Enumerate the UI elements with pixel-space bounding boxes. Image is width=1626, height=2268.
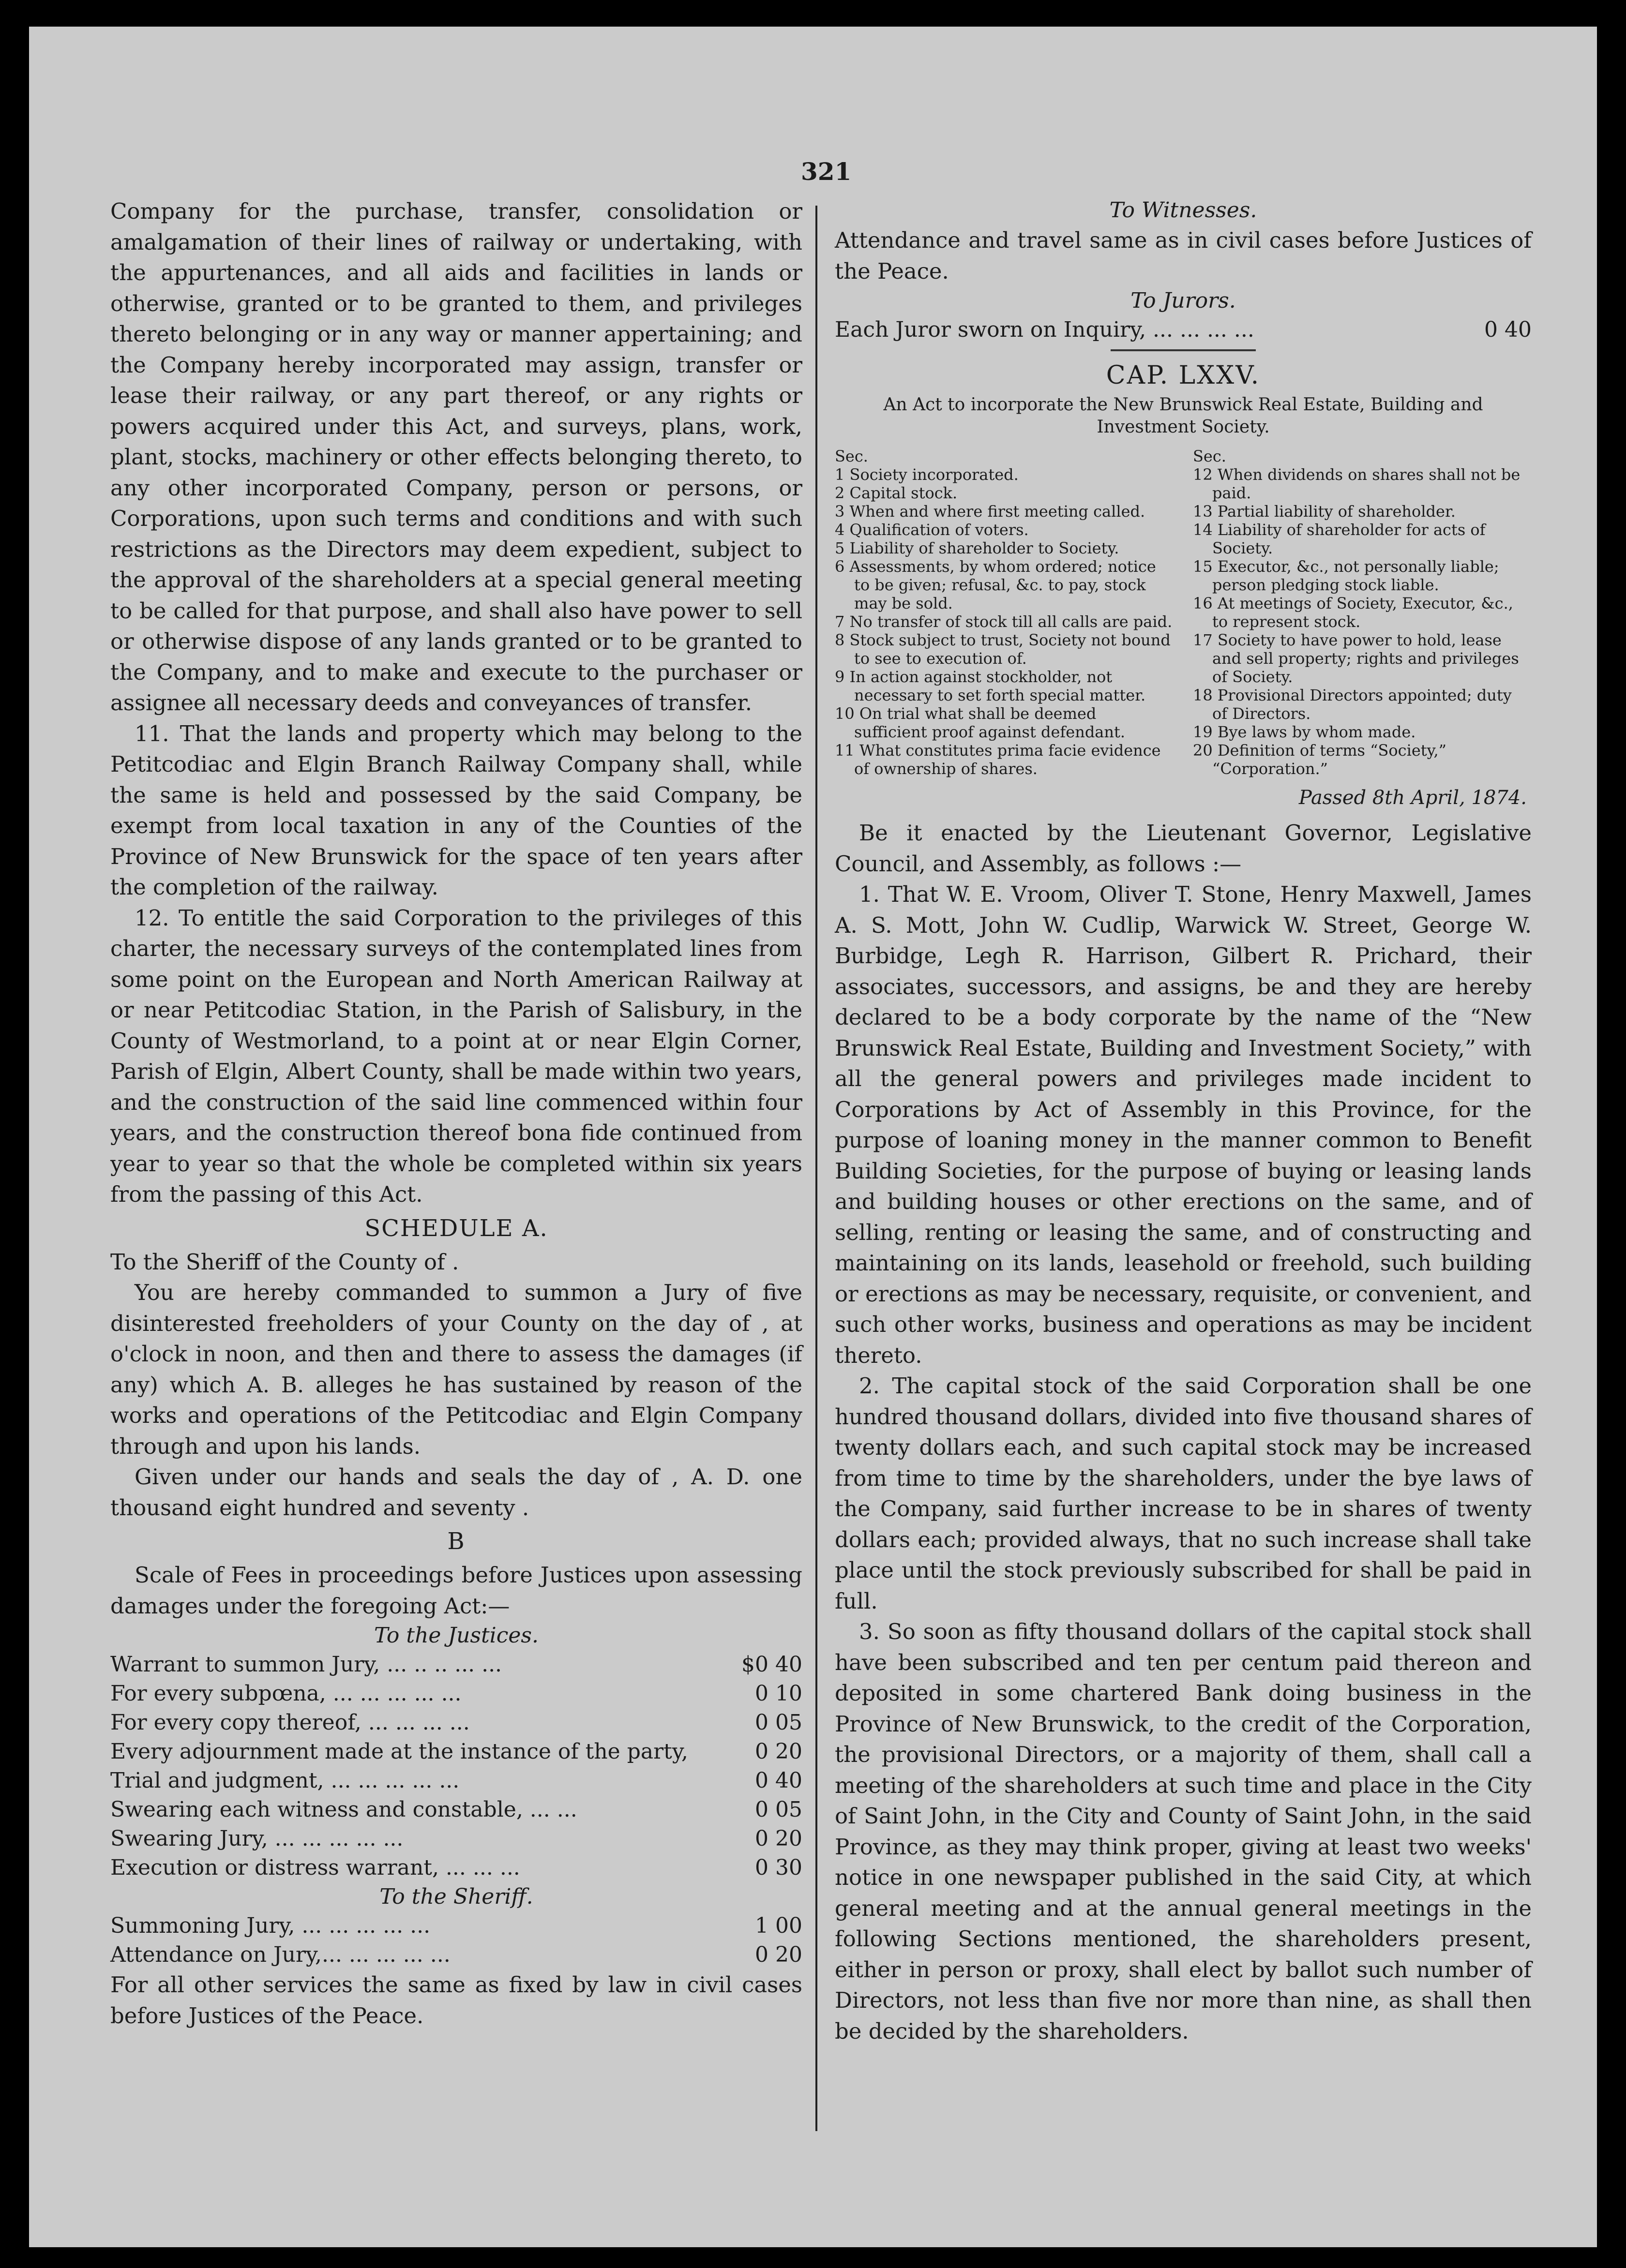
section-11: 11. That the lands and property which may belong to the Petitcodiac and Elgin Branch Railway Company shall, while the same is held and possessed by the said Company, be exempt from local taxation in any of the Counties of the Province of New Brunswick for the space of ten years after the completion of the railway. — [110, 720, 802, 900]
fee-amount: $0 40 — [741, 1652, 802, 1677]
index-entry: Sec. — [835, 447, 868, 465]
fee-amount: 0 40 — [755, 1768, 802, 1793]
witness-attendance: Attendance and travel same as in civil cases before Justices of the Peace. — [835, 227, 1532, 284]
fee-desc: Attendance on Jury,... ... ... ... ... — [110, 1942, 451, 1967]
justice-fees-table — [110, 1650, 802, 1882]
page-number: 321 — [801, 157, 852, 186]
given-under-seal: Given under our hands and seals the day of , A. D. one thousand eight hundred and seventy . — [110, 1464, 802, 1521]
fee-row — [110, 1650, 802, 1679]
index-entry: 20 Definition of terms “Society,” “Corporation.” — [1193, 741, 1446, 778]
section-index — [835, 447, 1532, 778]
fee-amount: 0 20 — [755, 1826, 802, 1851]
fee-amount: 0 10 — [755, 1681, 802, 1706]
fee-row — [110, 1708, 802, 1737]
index-entry: 7 No transfer of stock till all calls are paid. — [835, 612, 1173, 631]
act-title: An Act to incorporate the New Brunswick Real Estate, Building and Investment Society. — [883, 395, 1483, 437]
fee-amount: 0 40 — [1484, 317, 1532, 342]
fee-amount: 0 30 — [755, 1855, 802, 1880]
index-entry: 8 Stock subject to trust, Society not bound to see to execution of. — [835, 631, 1171, 668]
index-entry: 6 Assessments, by whom ordered; notice to be given; refusal, &c. to pay, stock may be sold. — [835, 557, 1156, 612]
section-index-right — [1193, 447, 1532, 778]
fee-amount: 0 20 — [755, 1739, 802, 1764]
index-entry: 12 When dividends on shares shall not be paid. — [1193, 465, 1521, 502]
document-page — [29, 27, 1597, 2247]
fee-amount: 0 05 — [755, 1797, 802, 1822]
to-jurors-heading: To Jurors. — [1130, 288, 1236, 313]
index-entry: 13 Partial liability of shareholder. — [1193, 502, 1456, 521]
summons-paragraph: You are hereby commanded to summon a Jury of five disinterested freeholders of your County on the day of , at o'clock in noon, and then and there to assess the damages (if any) which A. B. alleges he has sustained by reason of the works and operations of the Petitcodiac and Elgin Company through and upon his lands. — [110, 1280, 802, 1459]
passed-date: Passed 8th April, 1874. — [1298, 787, 1527, 809]
left-column — [110, 196, 802, 2031]
fee-desc: Swearing Jury, ... ... ... ... ... — [110, 1826, 404, 1851]
fee-desc: Each Juror sworn on Inquiry, ... ... ... ... — [835, 317, 1254, 342]
fee-row — [110, 1853, 802, 1882]
index-entry: 1 Society incorporated. — [835, 465, 1019, 484]
index-entry: Sec. — [1193, 447, 1226, 465]
fee-row — [110, 1766, 802, 1795]
fee-row — [110, 1795, 802, 1824]
fee-desc: Swearing each witness and constable, ... ... — [110, 1797, 577, 1822]
fee-row — [110, 1824, 802, 1853]
fee-desc: Execution or distress warrant, ... ... ... — [110, 1855, 520, 1880]
other-services-note: For all other services the same as fixed by law in civil cases before Justices of the Peace. — [110, 1972, 802, 2029]
index-entry: 2 Capital stock. — [835, 484, 958, 502]
fee-desc: Trial and judgment, ... ... ... ... ... — [110, 1768, 460, 1793]
fee-row — [110, 1679, 802, 1708]
fee-desc: For every copy thereof, ... ... ... ... — [110, 1710, 470, 1735]
sheriff-address: To the Sheriff of the County of . — [110, 1249, 459, 1275]
schedule-b-heading: B — [447, 1528, 466, 1555]
paragraph-continuation: Company for the purchase, transfer, consolidation or amalgamation of their lines of railway or undertaking, with the appurtenances, and all aids and facilities in lands or otherwise, granted or to be granted to them, and privileges thereto belonging or in any way or manner appertaining; and the Company hereby incorporated may assign, transfer or lease their railway, or any part thereof, or any rights or powers acquired under this Act, and surveys, plans, work, plant, stocks, machinery or other effects belonging thereto, to any other incorporated Company, person or persons, or Corporations, upon such terms and conditions and with such restrictions as the Directors may deem expedient, subject to the approval of the shareholders at a special general meeting to be called for that purpose, and shall also have power to sell or otherwise dispose of any lands granted or to be granted to the Company, and to make and execute to the purchaser or assignee all necessary deeds and conveyances of transfer. — [110, 198, 802, 716]
to-justices-heading: To the Justices. — [374, 1623, 539, 1648]
index-entry: 16 At meetings of Society, Executor, &c., to represent stock. — [1193, 594, 1513, 631]
fee-desc: Warrant to summon Jury, ... .. .. ... ... — [110, 1652, 502, 1677]
section-1: 1. That W. E. Vroom, Oliver T. Stone, Henry Maxwell, James A. S. Mott, John W. Cudlip, Warwick W. Street, George W. Burbidge, Legh R. Harrison, Gilbert R. Prichard, their associates, successors, and assigns, be and they are hereby declared to be a body corporate by the name of the “New Brunswick Real Estate, Building and Investment Society,” with all the general powers and privileges made incident to Corporations by Act of Assembly in this Province, for the purpose of loaning money in the manner common to Benefit Building Societies, for the purpose of buying or leasing lands and building houses or other erections on the same, and of selling, renting or leasing the same, and of constructing and maintaining on its lands, leasehold or freehold, such building or erections as may be necessary, requisite, or convenient, and such other works, business and operations as may be incident thereto. — [835, 881, 1532, 1368]
index-entry: 9 In action against stockholder, not necessary to set forth special matter. — [835, 668, 1146, 704]
fee-row — [110, 1911, 802, 1940]
index-entry: 5 Liability of shareholder to Society. — [835, 539, 1119, 557]
right-column — [835, 196, 1532, 2046]
scale-of-fees-intro: Scale of Fees in proceedings before Justices upon assessing damages under the foregoing Act:— — [110, 1562, 802, 1619]
index-entry: 3 When and where first meeting called. — [835, 502, 1145, 521]
section-rule — [1111, 349, 1256, 351]
schedule-a-heading: SCHEDULE A. — [364, 1214, 548, 1242]
to-sheriff-heading: To the Sheriff. — [379, 1884, 533, 1909]
index-entry: 10 On trial what shall be deemed sufficient proof against defendant. — [835, 704, 1126, 741]
enacting-clause: Be it enacted by the Lieutenant Governor, Legislative Council, and Assembly, as follows :— — [835, 820, 1532, 877]
section-index-left — [835, 447, 1174, 778]
section-2: 2. The capital stock of the said Corporation shall be one hundred thousand dollars, divided into five thousand shares of twenty dollars each, and such capital stock may be increased from time to time by the shareholders, under the bye laws of the Company, said further increase to be in shares of twenty dollars each; provided always, that no such increase shall take place until the stock previously subscribed for shall be paid in full. — [835, 1373, 1532, 1614]
section-12: 12. To entitle the said Corporation to the privileges of this charter, the necessary surveys of the contemplated lines from some point on the European and North American Railway at or near Petitcodiac Station, in the Parish of Salisbury, in the County of Westmorland, to a point at or near Elgin Corner, Parish of Elgin, Albert County, shall be made within two years, and the construction of the said line commenced within four years, and the construction thereof bona fide continued from year to year so that the whole be completed within six years from the passing of this Act. — [110, 905, 802, 1207]
fee-desc: Summoning Jury, ... ... ... ... ... — [110, 1913, 431, 1938]
fee-amount: 0 20 — [755, 1942, 802, 1967]
section-3: 3. So soon as fifty thousand dollars of the capital stock shall have been subscribed and ten per centum paid thereon and deposited in some chartered Bank doing business in the Province of New Brunswick, to the credit of the Corporation, the provisional Directors, or a majority of them, shall call a meeting of the shareholders at such time and place in the City of Saint John, in the City and County of Saint John, in the said Province, as they may think proper, giving at least two weeks' notice in one newspaper published in the said City, at which general meeting and at the annual general meetings in the following Sections mentioned, the shareholders present, either in person or proxy, shall elect by ballot such number of Directors, not less than five nor more than nine, as shall then be decided by the shareholders. — [835, 1619, 1532, 2044]
sheriff-fees-table — [110, 1911, 802, 1970]
index-entry: 17 Society to have power to hold, lease and sell property; rights and privileges of Society. — [1193, 631, 1519, 686]
fee-desc: Every adjournment made at the instance of the party, — [110, 1739, 688, 1764]
index-entry: 15 Executor, &c., not personally liable; person pledging stock liable. — [1193, 557, 1499, 594]
index-entry: 11 What constitutes prima facie evidence of ownership of shares. — [835, 741, 1161, 778]
fee-amount: 0 05 — [755, 1710, 802, 1735]
chapter-heading: CAP. LXXV. — [1106, 361, 1261, 390]
column-divider — [815, 206, 817, 2131]
fee-row — [110, 1737, 802, 1766]
fee-row — [835, 315, 1532, 344]
index-entry: 14 Liability of shareholder for acts of Society. — [1193, 521, 1486, 557]
index-entry: 4 Qualification of voters. — [835, 521, 1029, 539]
index-entry: 18 Provisional Directors appointed; duty of Directors. — [1193, 686, 1512, 723]
index-entry: 19 Bye laws by whom made. — [1193, 723, 1416, 741]
fee-row — [110, 1940, 802, 1970]
fee-desc: For every subpœna, ... ... ... ... ... — [110, 1681, 462, 1706]
to-witnesses-heading: To Witnesses. — [1109, 198, 1257, 223]
fee-amount: 1 00 — [755, 1913, 802, 1938]
